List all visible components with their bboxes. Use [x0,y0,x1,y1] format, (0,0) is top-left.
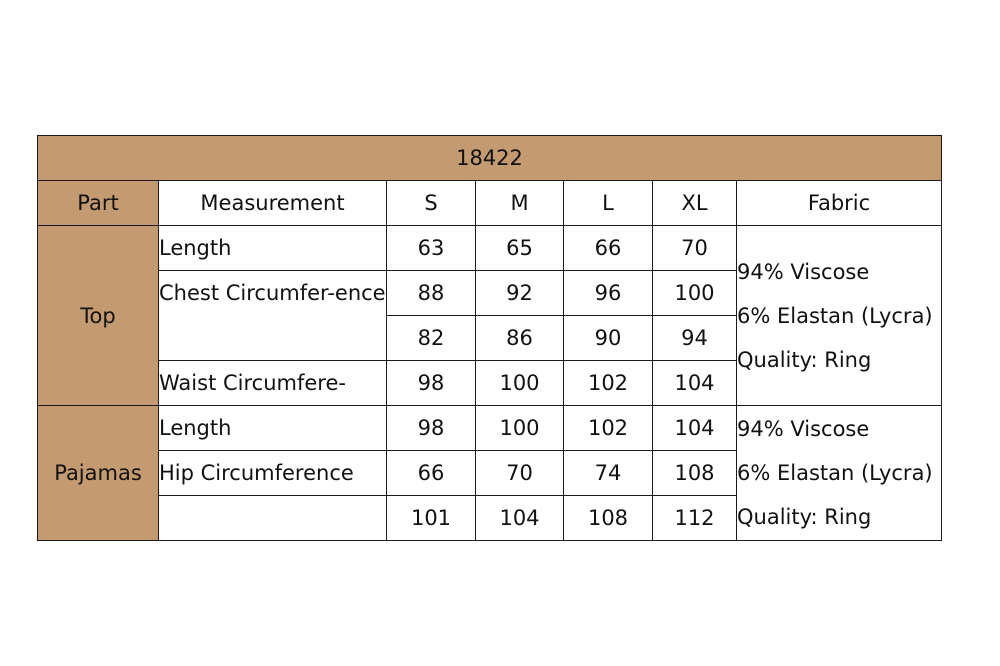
value-cell: 82 [387,316,476,361]
value-cell: 65 [476,226,564,271]
header-row [38,181,942,226]
fabric-line: 6% Elastan (Lycra) [737,461,933,485]
value-cell: 101 [387,496,476,541]
header-size-s: S [387,181,476,226]
value-cell: 66 [564,226,653,271]
fabric-line: 6% Elastan (Lycra) [737,303,933,328]
value-cell: 100 [653,271,737,316]
table-row [38,226,942,271]
part-label-top: Top [38,226,159,406]
value-cell: 100 [476,361,564,406]
value-cell: 104 [653,406,737,451]
measurement-cell [159,496,387,541]
title-row [38,136,942,181]
fabric-line: 94% Viscose [737,259,870,284]
value-cell: 112 [653,496,737,541]
measurement-cell: Length [159,226,387,271]
measurement-cell: Length [159,406,387,451]
fabric-cell-pajamas [737,406,942,541]
value-cell: 104 [476,496,564,541]
value-cell: 108 [564,496,653,541]
value-cell: 108 [653,451,737,496]
value-cell: 70 [476,451,564,496]
fabric-line: 94% Viscose [737,417,870,441]
header-part: Part [38,181,159,226]
value-cell: 74 [564,451,653,496]
size-chart-table [37,135,942,541]
table-row [38,406,942,451]
value-cell: 70 [653,226,737,271]
header-size-m: M [476,181,564,226]
header-size-xl: XL [653,181,737,226]
value-cell: 98 [387,406,476,451]
value-cell: 102 [564,361,653,406]
fabric-line: Quality: Ring [737,505,872,529]
value-cell: 66 [387,451,476,496]
value-cell: 63 [387,226,476,271]
value-cell: 96 [564,271,653,316]
header-size-l: L [564,181,653,226]
measurement-cell: Waist Circumfere- [159,361,387,406]
value-cell: 102 [564,406,653,451]
value-cell: 104 [653,361,737,406]
chart-title: 18422 [38,136,942,181]
value-cell: 86 [476,316,564,361]
value-cell: 88 [387,271,476,316]
value-cell: 90 [564,316,653,361]
measurement-cell: Chest Circumfer-ence [159,271,387,361]
header-fabric: Fabric [737,181,942,226]
value-cell: 98 [387,361,476,406]
fabric-cell-top [737,226,942,406]
value-cell: 100 [476,406,564,451]
header-measurement: Measurement [159,181,387,226]
part-label-pajamas: Pajamas [38,406,159,541]
value-cell: 94 [653,316,737,361]
fabric-line: Quality: Ring [737,347,872,372]
value-cell: 92 [476,271,564,316]
measurement-cell: Hip Circumference [159,451,387,496]
